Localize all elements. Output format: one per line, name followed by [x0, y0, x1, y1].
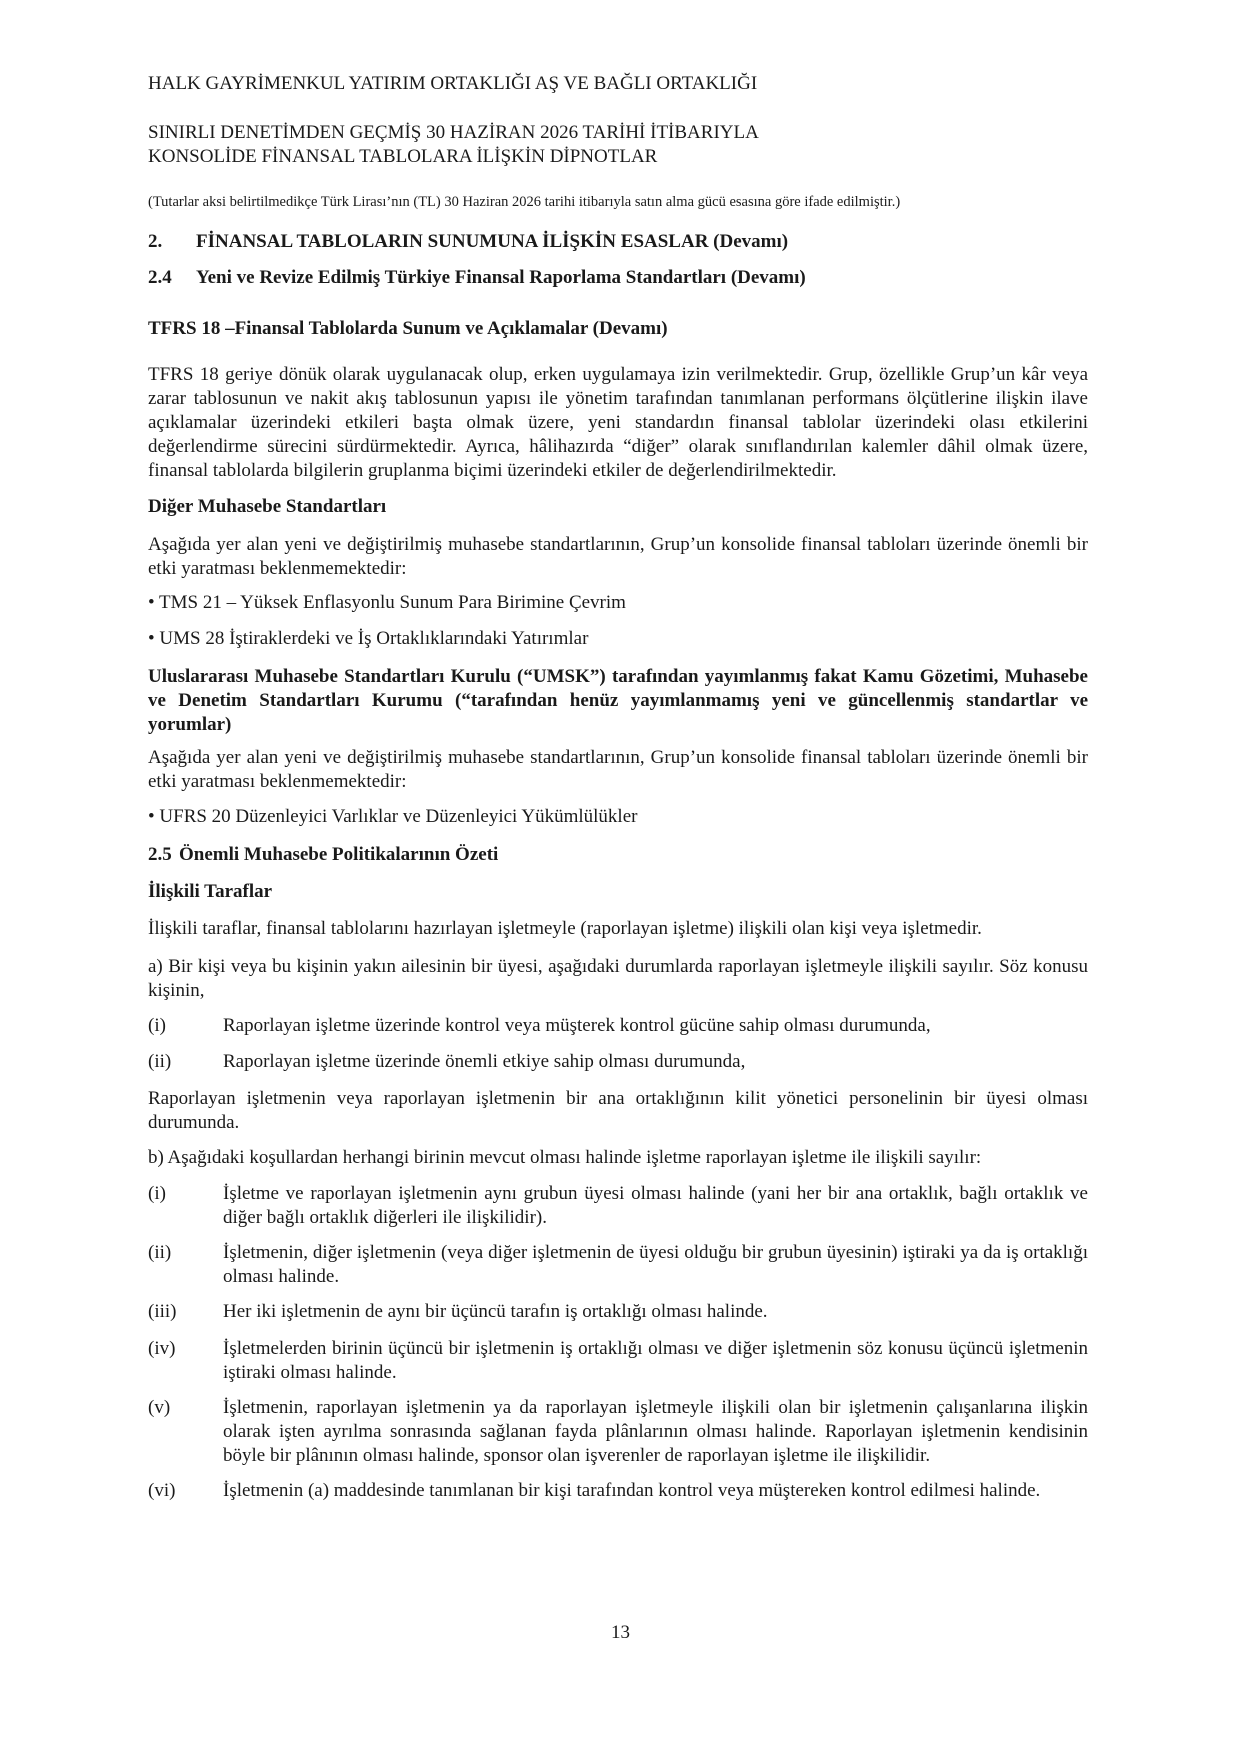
- related-a-paragraph: a) Bir kişi veya bu kişinin yakın ailesinin bir üyesi, aşağıdaki durumlarda raporlayan işletmeyle ilişkili sayılır. Söz konusu kişinin,: [148, 956, 1088, 1001]
- currency-note: (Tutarlar aksi belirtilmedikçe Türk Lirası’nın (TL) 30 Haziran 2026 tarihi itibarıyla satın alma gücü esasına göre ifade edilmiştir.): [148, 194, 901, 210]
- section-number: 2.4: [148, 267, 172, 288]
- item-number: (ii): [148, 1242, 172, 1263]
- related-a-after: Raporlayan işletmenin veya raporlayan işletmenin bir ana ortaklığının kilit yönetici personelinin bir üyesi olması durumunda.: [148, 1088, 1088, 1133]
- item-number: (v): [148, 1397, 171, 1418]
- bullet-item: • TMS 21 – Yüksek Enflasyonlu Sunum Para Birimine Çevrim: [148, 592, 626, 613]
- section-title: Önemli Muhasebe Politikalarının Özeti: [179, 844, 499, 865]
- section-title: Yeni ve Revize Edilmiş Türkiye Finansal Raporlama Standartları (Devamı): [196, 267, 806, 288]
- tfrs18-heading: TFRS 18 –Finansal Tablolarda Sunum ve Açıklamalar (Devamı): [148, 318, 668, 339]
- bullet-item: • UFRS 20 Düzenleyici Varlıklar ve Düzenleyici Yükümlülükler: [148, 806, 638, 827]
- item-text: Raporlayan işletme üzerinde kontrol veya müşterek kontrol gücüne sahip olması durumunda,: [223, 1015, 931, 1036]
- section-number: 2.5: [148, 844, 172, 865]
- iasb-heading: Uluslararası Muhasebe Standartları Kurulu (“UMSK”) tarafından yayımlanmış fakat Kamu Gözetimi, Muhasebe ve Denetim Standartları Kurumu (“tarafından henüz yayımlanmamış yeni ve güncellenmiş standartlar ve yorumlar): [148, 666, 1088, 735]
- item-number: (i): [148, 1183, 166, 1204]
- report-subtitle-line1: SINIRLI DENETİMDEN GEÇMİŞ 30 HAZİRAN 2026 TARİHİ İTİBARIYLA: [148, 122, 759, 143]
- page-number: 13: [611, 1622, 630, 1643]
- related-intro: İlişkili taraflar, finansal tablolarını hazırlayan işletmeyle (raporlayan işletme) ilişkili olan kişi veya işletmedir.: [148, 918, 982, 939]
- company-title: HALK GAYRİMENKUL YATIRIM ORTAKLIĞI AŞ VE BAĞLI ORTAKLIĞI: [148, 73, 758, 94]
- item-number: (i): [148, 1015, 166, 1036]
- other-standards-paragraph: Aşağıda yer alan yeni ve değiştirilmiş muhasebe standartlarının, Grup’un konsolide finansal tabloları üzerinde önemli bir etki yaratması beklenmemektedir:: [148, 534, 1088, 579]
- item-text: İşletmelerden birinin üçüncü bir işletmenin iş ortaklığı olması ve diğer işletmenin söz konusu üçüncü işletmenin iştiraki olması halinde.: [223, 1338, 1088, 1383]
- report-subtitle-line2: KONSOLİDE FİNANSAL TABLOLARA İLİŞKİN DİPNOTLAR: [148, 146, 658, 167]
- item-text: İşletmenin (a) maddesinde tanımlanan bir kişi tarafından kontrol veya müştereken kontrol edilmesi halinde.: [223, 1480, 1041, 1501]
- related-parties-heading: İlişkili Taraflar: [148, 881, 273, 902]
- item-text: İşletme ve raporlayan işletmenin aynı grubun üyesi olması halinde (yani her bir ana ortaklık, bağlı ortaklık ve diğer bağlı ortaklık diğerleri ile ilişkilidir).: [223, 1183, 1088, 1228]
- section-number: 2.: [148, 231, 163, 252]
- item-number: (vi): [148, 1480, 176, 1501]
- item-number: (ii): [148, 1051, 172, 1072]
- section-title: FİNANSAL TABLOLARIN SUNUMUNA İLİŞKİN ESASLAR (Devamı): [196, 231, 789, 252]
- item-text: İşletmenin, raporlayan işletmenin ya da raporlayan işletmeyle ilişkili olan bir işletmenin çalışanlarına ilişkin olarak işten ayrılma sonrasında sağlanan fayda plânlarının olması halinde. Raporlayan işletmenin kendisinin böyle bir plânının olması halinde, sponsor olan işverenler de raporlayan işletme ile ilişkilidir.: [223, 1397, 1088, 1466]
- item-text: Her iki işletmenin de aynı bir üçüncü tarafın iş ortaklığı olması halinde.: [223, 1301, 768, 1322]
- other-standards-heading: Diğer Muhasebe Standartları: [148, 496, 387, 517]
- bullet-item: • UMS 28 İştiraklerdeki ve İş Ortaklıklarındaki Yatırımlar: [148, 628, 589, 649]
- related-b-paragraph: b) Aşağıdaki koşullardan herhangi birinin mevcut olması halinde işletme raporlayan işletme ile ilişkili sayılır:: [148, 1147, 982, 1168]
- tfrs18-paragraph: TFRS 18 geriye dönük olarak uygulanacak olup, erken uygulamaya izin verilmektedir. Grup, özellikle Grup’un kâr veya zarar tablosunun ve nakit akış tablosunun yapısı ile yönetim tarafından tanımlanan performans ölçütlerine ilişkin ilave açıklamalar üzerindeki etkileri başta olmak üzere, yeni standardın finansal tablolar üzerindeki olası etkilerini değerlendirme sürecini sürdürmektedir. Ayrıca, hâlihazırda “diğer” olarak sınıflandırılan kalemler dâhil olmak üzere, finansal tablolarda bilgilerin gruplanma biçimi üzerindeki etkiler de değerlendirilmektedir.: [148, 364, 1088, 481]
- item-text: İşletmenin, diğer işletmenin (veya diğer işletmenin de üyesi olduğu bir grubun üyesinin) iştiraki ya da iş ortaklığı olması halinde.: [223, 1242, 1088, 1287]
- item-text: Raporlayan işletme üzerinde önemli etkiye sahip olması durumunda,: [223, 1051, 746, 1072]
- iasb-paragraph: Aşağıda yer alan yeni ve değiştirilmiş muhasebe standartlarının, Grup’un konsolide finansal tabloları üzerinde önemli bir etki yaratması beklenmemektedir:: [148, 747, 1088, 792]
- item-number: (iii): [148, 1301, 177, 1322]
- item-number: (iv): [148, 1338, 176, 1359]
